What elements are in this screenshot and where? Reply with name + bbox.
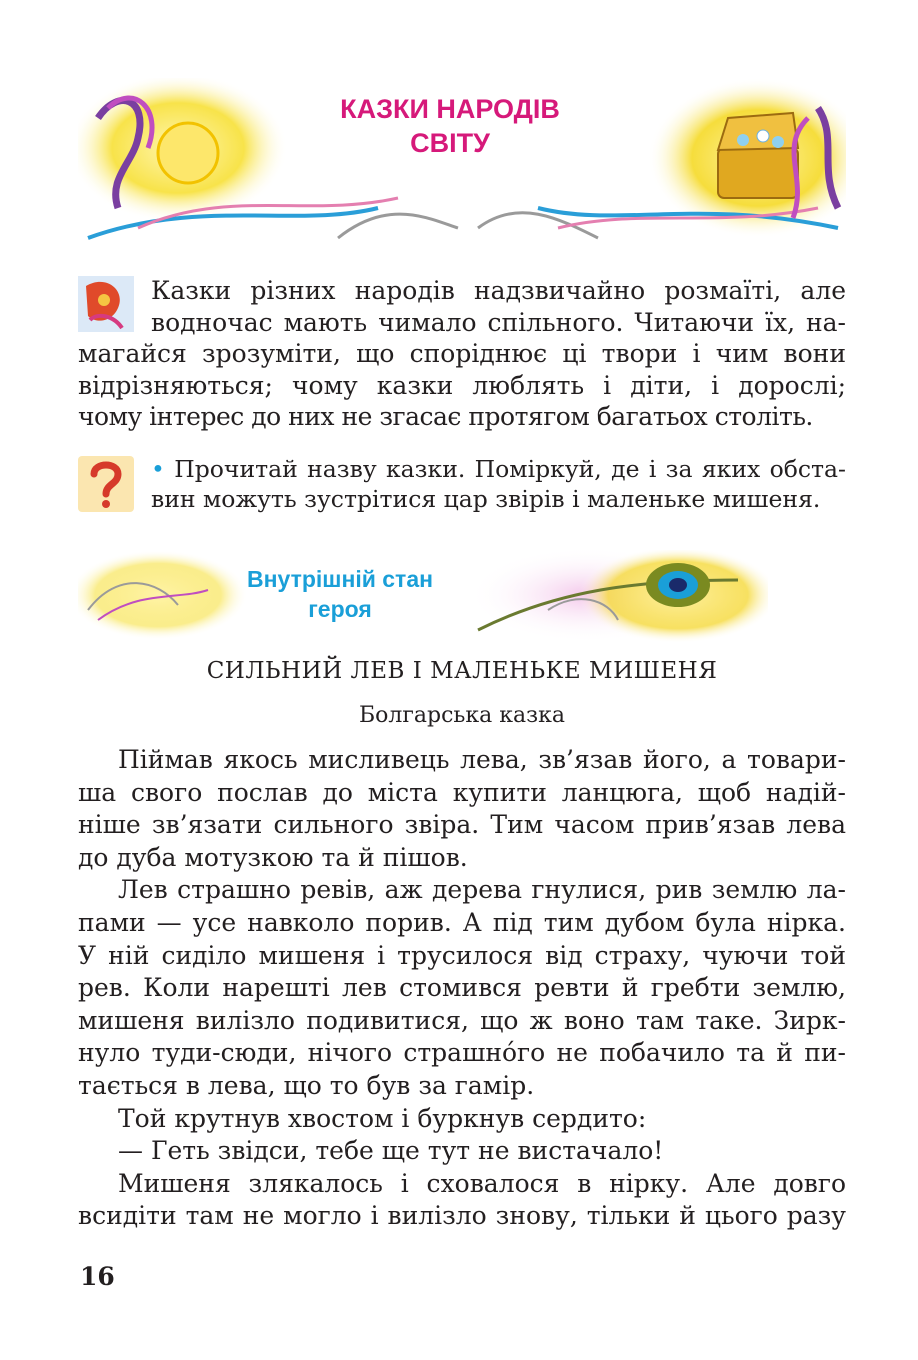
story-line: Мишеня злякалось і сховалося в нірку. Але довго (118, 1168, 846, 1198)
intro-paragraph (78, 275, 846, 433)
section-title-line1: КАЗКИ НАРОДІВ (340, 94, 560, 124)
story-line: ніше зв’язати сильного звіра. Тим часом прив’язав лева (78, 810, 846, 840)
story-line: нуло туди-сюди, нічого страшно́го не побачило та й пи- (78, 1038, 846, 1068)
story-line: всидіти там не могло і вилізло знову, тільки й цього разу (78, 1201, 846, 1231)
story-subtitle: Болгарська казка (358, 703, 565, 728)
question-line (151, 454, 846, 484)
question-line: вин можуть зустрітися цар звірів і маленьке мишеня. (151, 485, 821, 513)
story-line: мишеня вилізло подивитися, що ж воно там таке. Зирк- (78, 1005, 846, 1035)
story-line: Той крутнув хвостом і буркнув сердито: (118, 1103, 647, 1133)
story-line: пами — усе навколо порив. А під тим дубом була нірка. (78, 907, 846, 937)
story-line: ша свого послав до міста купити ланцюга, щоб надій- (78, 777, 846, 807)
story-line: Лев страшно ревів, аж дерева гнулися, рив землю ла- (118, 875, 846, 905)
page-number: 16 (80, 1262, 115, 1291)
story-line: Піймав якось мисливець лева, зв’язав його, а товари- (118, 745, 846, 774)
intro-line: водночас мають чимало спільного. Читаючи їх, на- (151, 307, 846, 337)
subheader-line1: Внутрішній стан (247, 566, 433, 592)
subheader-line2: героя (308, 596, 372, 622)
story-line: рев. Коли нарешті лев стомився ревти й гребти землю, (78, 973, 846, 1003)
section-title (300, 92, 600, 160)
intro-line: Казки різних народів надзвичайно розмаїті, але (151, 276, 846, 305)
story-line: тається в лева, що то був за гамір. (78, 1070, 535, 1100)
intro-line: магайся зрозуміти, що споріднює ці твори і чим вони (78, 339, 846, 368)
story-line: — Геть звідси, тебе ще тут не вистачало! (118, 1136, 664, 1166)
treasure-chest-icon (718, 148, 798, 198)
section-title-line2: СВІТУ (410, 128, 490, 158)
intro-line: відрізняються; чому казки люблять і діти, і дорослі; (78, 370, 846, 400)
question-mark-icon (78, 456, 134, 512)
story-body (78, 744, 846, 1233)
intro-line: чому інтерес до них не згасає протягом багатьох століть. (78, 402, 813, 431)
question-block (151, 454, 846, 514)
story-line: до дуба мотузкою та й пішов. (78, 842, 468, 872)
subheader-title (210, 564, 470, 624)
bullet-icon: • (151, 455, 165, 483)
story-title: СИЛЬНИЙ ЛЕВ І МАЛЕНЬКЕ МИШЕНЯ (206, 658, 718, 684)
story-line: У ній сиділо мишеня і трусилося від страху, чуючи той (78, 940, 846, 970)
sun-icon (158, 123, 218, 183)
question-text: Прочитай назву казки. Поміркуй, де і за яких обста- (174, 455, 846, 483)
